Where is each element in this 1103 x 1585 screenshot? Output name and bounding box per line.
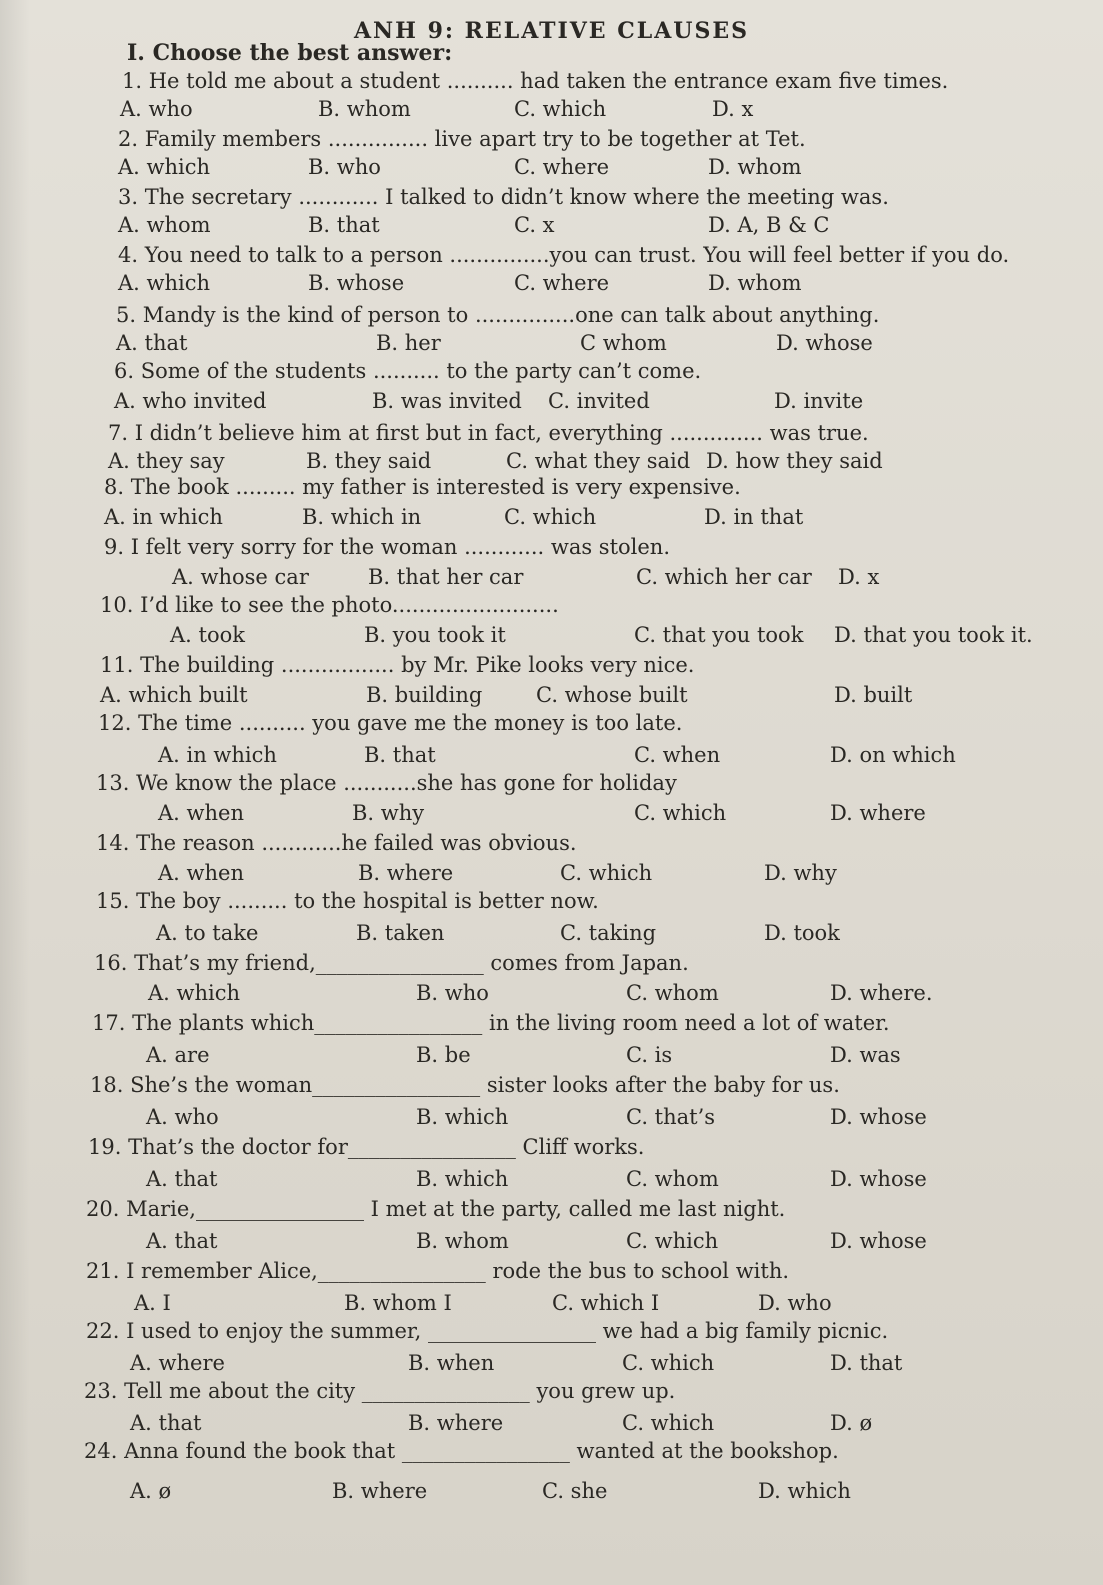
question-12-option-b[interactable]: B. that <box>364 743 436 767</box>
question-19-option-a[interactable]: A. that <box>146 1167 218 1191</box>
question-16-option-a[interactable]: A. which <box>148 981 241 1005</box>
question-2-option-a[interactable]: A. which <box>118 155 211 179</box>
question-22: 22. I used to enjoy the summer, ________________ we had a big family picnic. <box>86 1319 889 1343</box>
question-12-option-a[interactable]: A. in which <box>158 743 277 767</box>
question-10-option-a[interactable]: A. took <box>170 623 245 647</box>
question-12-option-c[interactable]: C. when <box>634 743 721 767</box>
question-10-option-d[interactable]: D. that you took it. <box>834 623 1033 647</box>
question-6-option-b[interactable]: B. was invited <box>372 389 522 413</box>
question-8: 8. The book ......... my father is interested is very expensive. <box>104 475 741 499</box>
question-19: 19. That’s the doctor for________________ Cliff works. <box>88 1135 645 1159</box>
question-11-option-b[interactable]: B. building <box>366 683 483 707</box>
question-23-option-d[interactable]: D. ø <box>830 1411 873 1435</box>
question-23-option-a[interactable]: A. that <box>130 1411 202 1435</box>
question-18-option-a[interactable]: A. who <box>146 1105 219 1129</box>
question-3-option-a[interactable]: A. whom <box>118 213 211 237</box>
question-24-option-c[interactable]: C. she <box>542 1479 608 1503</box>
question-20: 20. Marie,________________ I met at the party, called me last night. <box>86 1197 786 1221</box>
question-6-option-a[interactable]: A. who invited <box>114 389 267 413</box>
question-1: 1. He told me about a student .......... had taken the entrance exam five times. <box>122 69 949 93</box>
question-13: 13. We know the place ...........she has gone for holiday <box>96 771 677 795</box>
question-15: 15. The boy ......... to the hospital is better now. <box>96 889 599 913</box>
question-8-option-a[interactable]: A. in which <box>104 505 223 529</box>
question-6-option-d[interactable]: D. invite <box>774 389 864 413</box>
question-2-option-d[interactable]: D. whom <box>708 155 802 179</box>
question-15-option-c[interactable]: C. taking <box>560 921 657 945</box>
question-3-option-c[interactable]: C. x <box>514 213 555 237</box>
question-18: 18. She’s the woman________________ sister looks after the baby for us. <box>90 1073 840 1097</box>
question-16-option-c[interactable]: C. whom <box>626 981 719 1005</box>
question-15-option-b[interactable]: B. taken <box>356 921 445 945</box>
question-11-option-c[interactable]: C. whose built <box>536 683 688 707</box>
question-8-option-d[interactable]: D. in that <box>704 505 804 529</box>
question-9-option-c[interactable]: C. which her car <box>636 565 812 589</box>
question-9-option-a[interactable]: A. whose car <box>172 565 309 589</box>
question-22-option-b[interactable]: B. when <box>408 1351 495 1375</box>
question-23: 23. Tell me about the city ________________ you grew up. <box>84 1379 676 1403</box>
question-23-option-b[interactable]: B. where <box>408 1411 504 1435</box>
question-5-option-d[interactable]: D. whose <box>776 331 873 355</box>
question-17-option-d[interactable]: D. was <box>830 1043 901 1067</box>
question-18-option-b[interactable]: B. which <box>416 1105 509 1129</box>
question-9-option-b[interactable]: B. that her car <box>368 565 524 589</box>
question-20-option-d[interactable]: D. whose <box>830 1229 927 1253</box>
question-2: 2. Family members ............... live apart try to be together at Tet. <box>118 127 806 151</box>
question-24-option-a[interactable]: A. ø <box>130 1479 172 1503</box>
question-5-option-c[interactable]: C whom <box>580 331 667 355</box>
question-10-option-b[interactable]: B. you took it <box>364 623 506 647</box>
question-14-option-d[interactable]: D. why <box>764 861 837 885</box>
question-17-option-c[interactable]: C. is <box>626 1043 673 1067</box>
question-24: 24. Anna found the book that ________________ wanted at the bookshop. <box>84 1439 839 1463</box>
question-23-option-c[interactable]: C. which <box>622 1411 715 1435</box>
question-21-option-b[interactable]: B. whom I <box>344 1291 452 1315</box>
question-6-option-c[interactable]: C. invited <box>548 389 650 413</box>
question-1-option-d[interactable]: D. x <box>712 97 754 121</box>
question-15-option-a[interactable]: A. to take <box>156 921 259 945</box>
question-11-option-d[interactable]: D. built <box>834 683 913 707</box>
question-19-option-b[interactable]: B. which <box>416 1167 509 1191</box>
question-14-option-a[interactable]: A. when <box>158 861 244 885</box>
question-20-option-c[interactable]: C. which <box>626 1229 719 1253</box>
question-12-option-d[interactable]: D. on which <box>830 743 956 767</box>
question-22-option-c[interactable]: C. which <box>622 1351 715 1375</box>
question-5-option-b[interactable]: B. her <box>376 331 441 355</box>
question-21-option-a[interactable]: A. I <box>134 1291 171 1315</box>
question-7-option-a[interactable]: A. they say <box>108 449 225 473</box>
question-1-option-a[interactable]: A. who <box>120 97 193 121</box>
section-heading: I. Choose the best answer: <box>127 40 453 66</box>
question-2-option-b[interactable]: B. who <box>308 155 381 179</box>
question-17: 17. The plants which________________ in the living room need a lot of water. <box>92 1011 890 1035</box>
question-8-option-b[interactable]: B. which in <box>302 505 422 529</box>
question-16: 16. That’s my friend,________________ comes from Japan. <box>94 951 689 975</box>
question-15-option-d[interactable]: D. took <box>764 921 840 945</box>
question-4-option-d[interactable]: D. whom <box>708 271 802 295</box>
question-22-option-a[interactable]: A. where <box>130 1351 225 1375</box>
question-7-option-d[interactable]: D. how they said <box>706 449 883 473</box>
question-5-option-a[interactable]: A. that <box>116 331 188 355</box>
question-19-option-d[interactable]: D. whose <box>830 1167 927 1191</box>
question-24-option-b[interactable]: B. where <box>332 1479 428 1503</box>
question-4-option-a[interactable]: A. which <box>118 271 211 295</box>
page-title: ANH 9: RELATIVE CLAUSES <box>353 18 750 44</box>
question-12: 12. The time .......... you gave me the money is too late. <box>98 711 683 735</box>
question-14: 14. The reason ............he failed was obvious. <box>96 831 577 855</box>
question-3: 3. The secretary ............ I talked to didn’t know where the meeting was. <box>118 185 889 209</box>
question-9-option-d[interactable]: D. x <box>838 565 880 589</box>
question-1-option-c[interactable]: C. which <box>514 97 607 121</box>
question-14-option-b[interactable]: B. where <box>358 861 454 885</box>
question-7-option-b[interactable]: B. they said <box>306 449 432 473</box>
question-11-option-a[interactable]: A. which built <box>100 683 248 707</box>
question-21-option-c[interactable]: C. which I <box>552 1291 660 1315</box>
question-7: 7. I didn’t believe him at first but in fact, everything .............. was true. <box>108 421 869 445</box>
question-10-option-c[interactable]: C. that you took <box>634 623 804 647</box>
question-17-option-b[interactable]: B. be <box>416 1043 471 1067</box>
question-10: 10. I’d like to see the photo......................... <box>100 593 559 617</box>
question-8-option-c[interactable]: C. which <box>504 505 597 529</box>
question-16-option-b[interactable]: B. who <box>416 981 489 1005</box>
question-3-option-d[interactable]: D. A, B & C <box>708 213 830 237</box>
question-1-option-b[interactable]: B. whom <box>318 97 411 121</box>
question-7-option-c[interactable]: C. what they said <box>506 449 691 473</box>
question-13-option-a[interactable]: A. when <box>158 801 244 825</box>
question-20-option-b[interactable]: B. whom <box>416 1229 509 1253</box>
question-13-option-b[interactable]: B. why <box>352 801 425 825</box>
question-5: 5. Mandy is the kind of person to ...............one can talk about anything. <box>116 303 880 327</box>
question-20-option-a[interactable]: A. that <box>146 1229 218 1253</box>
question-13-option-d[interactable]: D. where <box>830 801 926 825</box>
question-17-option-a[interactable]: A. are <box>146 1043 210 1067</box>
question-2-option-c[interactable]: C. where <box>514 155 610 179</box>
question-6: 6. Some of the students .......... to the party can’t come. <box>114 359 702 383</box>
question-13-option-c[interactable]: C. which <box>634 801 727 825</box>
question-4-option-b[interactable]: B. whose <box>308 271 405 295</box>
question-24-option-d[interactable]: D. which <box>758 1479 851 1503</box>
question-16-option-d[interactable]: D. where. <box>830 981 933 1005</box>
question-14-option-c[interactable]: C. which <box>560 861 653 885</box>
question-18-option-d[interactable]: D. whose <box>830 1105 927 1129</box>
question-4: 4. You need to talk to a person ...............you can trust. You will feel better if you do. <box>118 243 1010 267</box>
question-22-option-d[interactable]: D. that <box>830 1351 903 1375</box>
question-21-option-d[interactable]: D. who <box>758 1291 832 1315</box>
question-9: 9. I felt very sorry for the woman ............ was stolen. <box>104 535 670 559</box>
question-21: 21. I remember Alice,________________ rode the bus to school with. <box>86 1259 790 1283</box>
question-3-option-b[interactable]: B. that <box>308 213 380 237</box>
question-18-option-c[interactable]: C. that’s <box>626 1105 716 1129</box>
question-19-option-c[interactable]: C. whom <box>626 1167 719 1191</box>
question-11: 11. The building ................. by Mr. Pike looks very nice. <box>100 653 695 677</box>
question-4-option-c[interactable]: C. where <box>514 271 610 295</box>
